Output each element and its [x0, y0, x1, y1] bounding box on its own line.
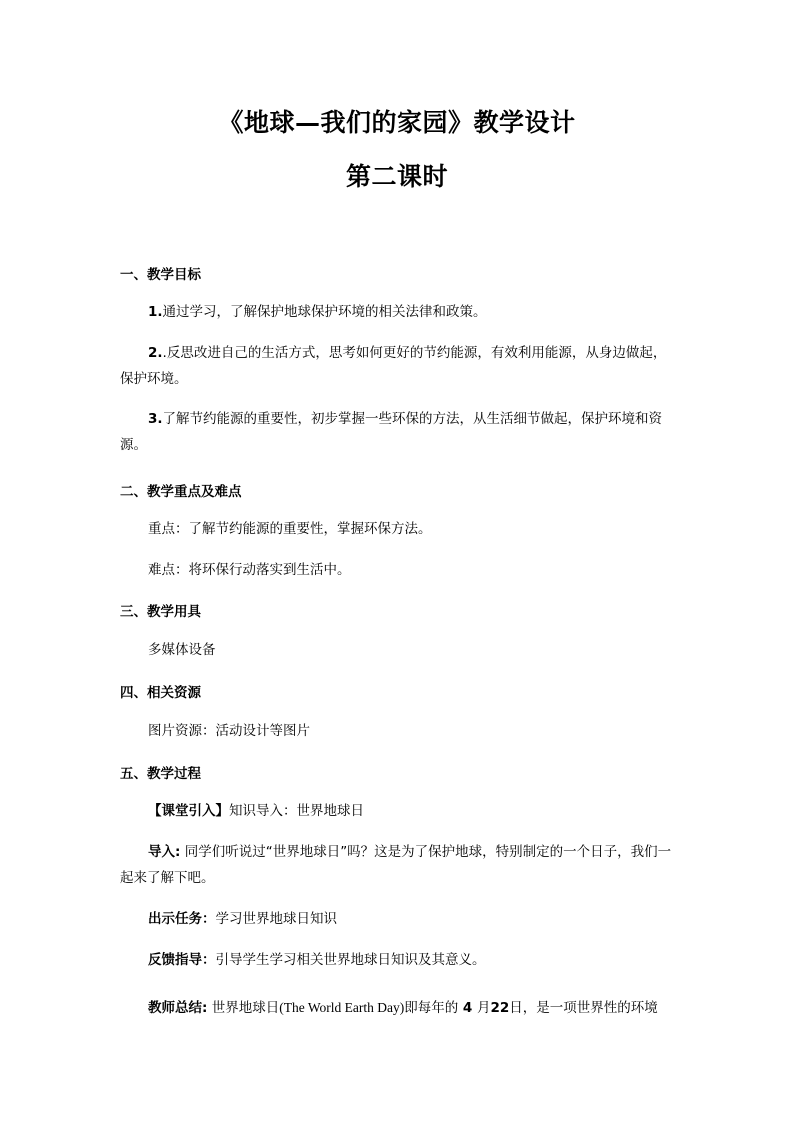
- objective-2-text: .反思改进自己的生活方式，思考如何更好的节约能源，有效利用能源，从身边做起，保护环境。: [120, 345, 667, 387]
- lead-in: [120, 839, 678, 891]
- teacher-summary-text-1: 世界地球日: [207, 1000, 280, 1016]
- objective-3: [120, 406, 678, 458]
- teacher-summary-month: 4: [458, 1000, 477, 1016]
- objective-1-number: 1.: [148, 304, 163, 320]
- section-heading-objectives: 一、教学目标: [120, 267, 201, 283]
- feedback-label: 反馈指导：: [148, 952, 216, 968]
- feedback-text: 引导学生学习相关世界地球日知识及其意义。: [215, 952, 486, 968]
- objective-1-text: 通过学习，了解保护地球保护环境的相关法律和政策。: [162, 304, 487, 320]
- teacher-summary-text-3: 月: [477, 1000, 491, 1016]
- teacher-summary-day: 22: [490, 1000, 510, 1016]
- lead-in-label: 导入:: [148, 844, 181, 860]
- teacher-summary: [120, 995, 678, 1021]
- class-intro-label: 【课堂引入】: [148, 803, 229, 819]
- section-heading-key-points: 二、教学重点及难点: [120, 484, 242, 500]
- section-heading-resources: 四、相关资源: [120, 685, 201, 701]
- difficulty-text: 难点：将环保行动落实到生活中。: [148, 562, 351, 578]
- tools-text: 多媒体设备: [148, 642, 216, 658]
- teacher-summary-text-2: 即每年的: [404, 1000, 459, 1016]
- document-subtitle: 第二课时: [345, 162, 448, 191]
- section-heading-process: 五、教学过程: [120, 766, 201, 782]
- teacher-summary-english: (The World Earth Day): [279, 1000, 405, 1015]
- task-text: 学习世界地球日知识: [215, 911, 337, 927]
- task-label: 出示任务：: [148, 911, 216, 927]
- lead-in-text: 同学们听说过“世界地球日”吗？这是为了保护地球，特别制定的一个日子，我们一起来了解下吧。: [120, 844, 672, 886]
- class-intro-text: 知识导入：世界地球日: [229, 803, 364, 819]
- objective-1: [120, 299, 678, 325]
- objective-3-number: 3.: [148, 411, 163, 427]
- resources-text: 图片资源：活动设计等图片: [148, 723, 310, 739]
- teacher-summary-text-4: 日，是一项世界性的环境: [509, 1000, 658, 1016]
- document-title: 《地球—我们的家园》教学设计: [218, 108, 576, 137]
- objective-2-number: 2.: [148, 345, 163, 361]
- feedback: [120, 947, 678, 973]
- class-intro: [120, 798, 678, 824]
- section-heading-tools: 三、教学用具: [120, 604, 201, 620]
- task: [120, 906, 678, 932]
- teacher-summary-label: 教师总结:: [148, 1000, 208, 1016]
- key-point-text: 重点：了解节约能源的重要性，掌握环保方法。: [148, 521, 432, 537]
- objective-2: [120, 340, 678, 392]
- objective-3-text: 了解节约能源的重要性，初步掌握一些环保的方法，从生活细节做起，保护环境和资源。: [120, 411, 663, 453]
